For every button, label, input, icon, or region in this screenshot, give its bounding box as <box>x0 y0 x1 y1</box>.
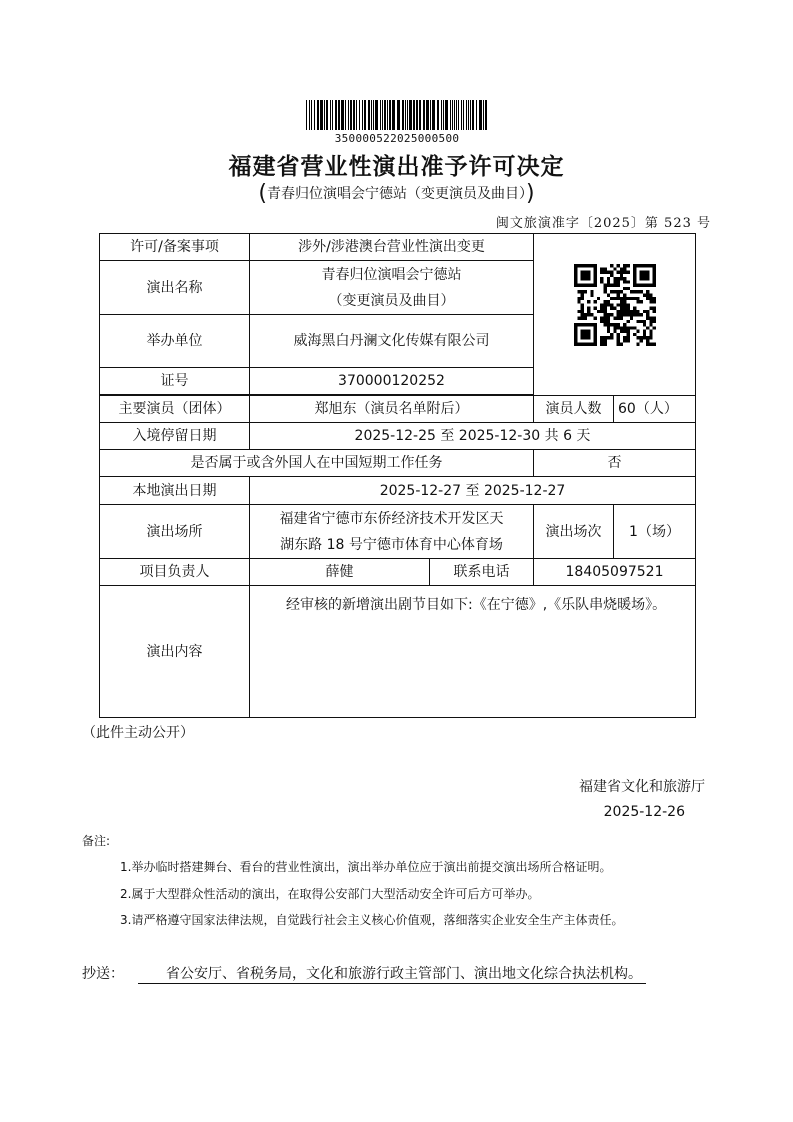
barcode-image <box>304 100 490 130</box>
document-subtitle: (青春归位演唱会宁德站（变更演员及曲目）) <box>258 181 535 206</box>
issuing-authority: 福建省文化和旅游厅 <box>579 779 705 795</box>
phone-label: 联系电话 <box>430 559 534 586</box>
public-note: （此件主动公开） <box>82 725 194 741</box>
cc-label: 抄送： <box>82 966 124 982</box>
organizer-label: 举办单位 <box>100 315 250 368</box>
note-item: 1.举办临时搭建舞台、看台的营业性演出，演出举办单位应于演出前提交演出场所合格证明。 <box>120 860 612 874</box>
venue-label: 演出场所 <box>100 505 250 559</box>
license-value: 370000120252 <box>250 368 534 395</box>
entry-stay-value: 2025-12-25 至 2025-12-30 共 6 天 <box>250 423 696 450</box>
note-item: 3.请严格遵守国家法律法规，自觉践行社会主义核心价值观，落细落实企业安全生产主体责任。 <box>120 913 624 927</box>
local-date-label: 本地演出日期 <box>100 477 250 505</box>
venue-value: 福建省宁德市东侨经济技术开发区天 湖东路 18 号宁德市体育中心体育场 <box>250 505 534 559</box>
qr-code-image <box>574 264 656 346</box>
foreign-work-value: 否 <box>534 450 696 477</box>
phone-value: 18405097521 <box>534 559 696 586</box>
local-date-value: 2025-12-27 至 2025-12-27 <box>250 477 696 505</box>
organizer-value: 威海黑白丹澜文化传媒有限公司 <box>250 315 534 368</box>
note-item: 2.属于大型群众性活动的演出，在取得公安部门大型活动安全许可后方可举办。 <box>120 887 540 901</box>
cc-line <box>82 963 646 984</box>
cc-recipients: 省公安厅、省税务局，文化和旅游行政主管部门、演出地文化综合执法机构。 <box>138 965 646 984</box>
barcode-number: 350000522025000500 <box>334 132 460 145</box>
permit-item-label: 许可/备案事项 <box>100 234 250 261</box>
license-label: 证号 <box>100 368 250 395</box>
entry-stay-label: 入境停留日期 <box>100 423 250 450</box>
notes-label: 备注: <box>82 834 111 848</box>
project-lead-label: 项目负责人 <box>100 559 250 586</box>
content-value: 经审核的新增演出剧节目如下:《在宁德》,《乐队串烧暖场》。 <box>250 586 696 718</box>
permit-item-value: 涉外/涉港澳台营业性演出变更 <box>250 234 534 261</box>
performer-count-label: 演员人数 <box>534 396 614 423</box>
foreign-work-label: 是否属于或含外国人在中国短期工作任务 <box>100 450 534 477</box>
project-lead-value: 薛健 <box>250 559 430 586</box>
content-label: 演出内容 <box>100 586 250 718</box>
permit-table <box>99 233 696 718</box>
document-number: 闽文旅演准字〔2025〕第 523 号 <box>495 216 711 231</box>
document-title: 福建省营业性演出准予许可决定 <box>228 154 565 180</box>
show-name-value: 青春归位演唱会宁德站 （变更演员及曲目） <box>250 261 534 315</box>
show-name-label: 演出名称 <box>100 261 250 315</box>
sessions-label: 演出场次 <box>534 505 614 559</box>
sessions-value: 1（场） <box>614 505 696 559</box>
main-performer-label: 主要演员（团体） <box>100 396 250 423</box>
issue-date: 2025-12-26 <box>603 804 685 820</box>
performer-count-value: 60（人） <box>614 396 696 423</box>
main-performer-value: 郑旭东（演员名单附后） <box>250 396 534 423</box>
qr-code-cell <box>534 234 696 396</box>
